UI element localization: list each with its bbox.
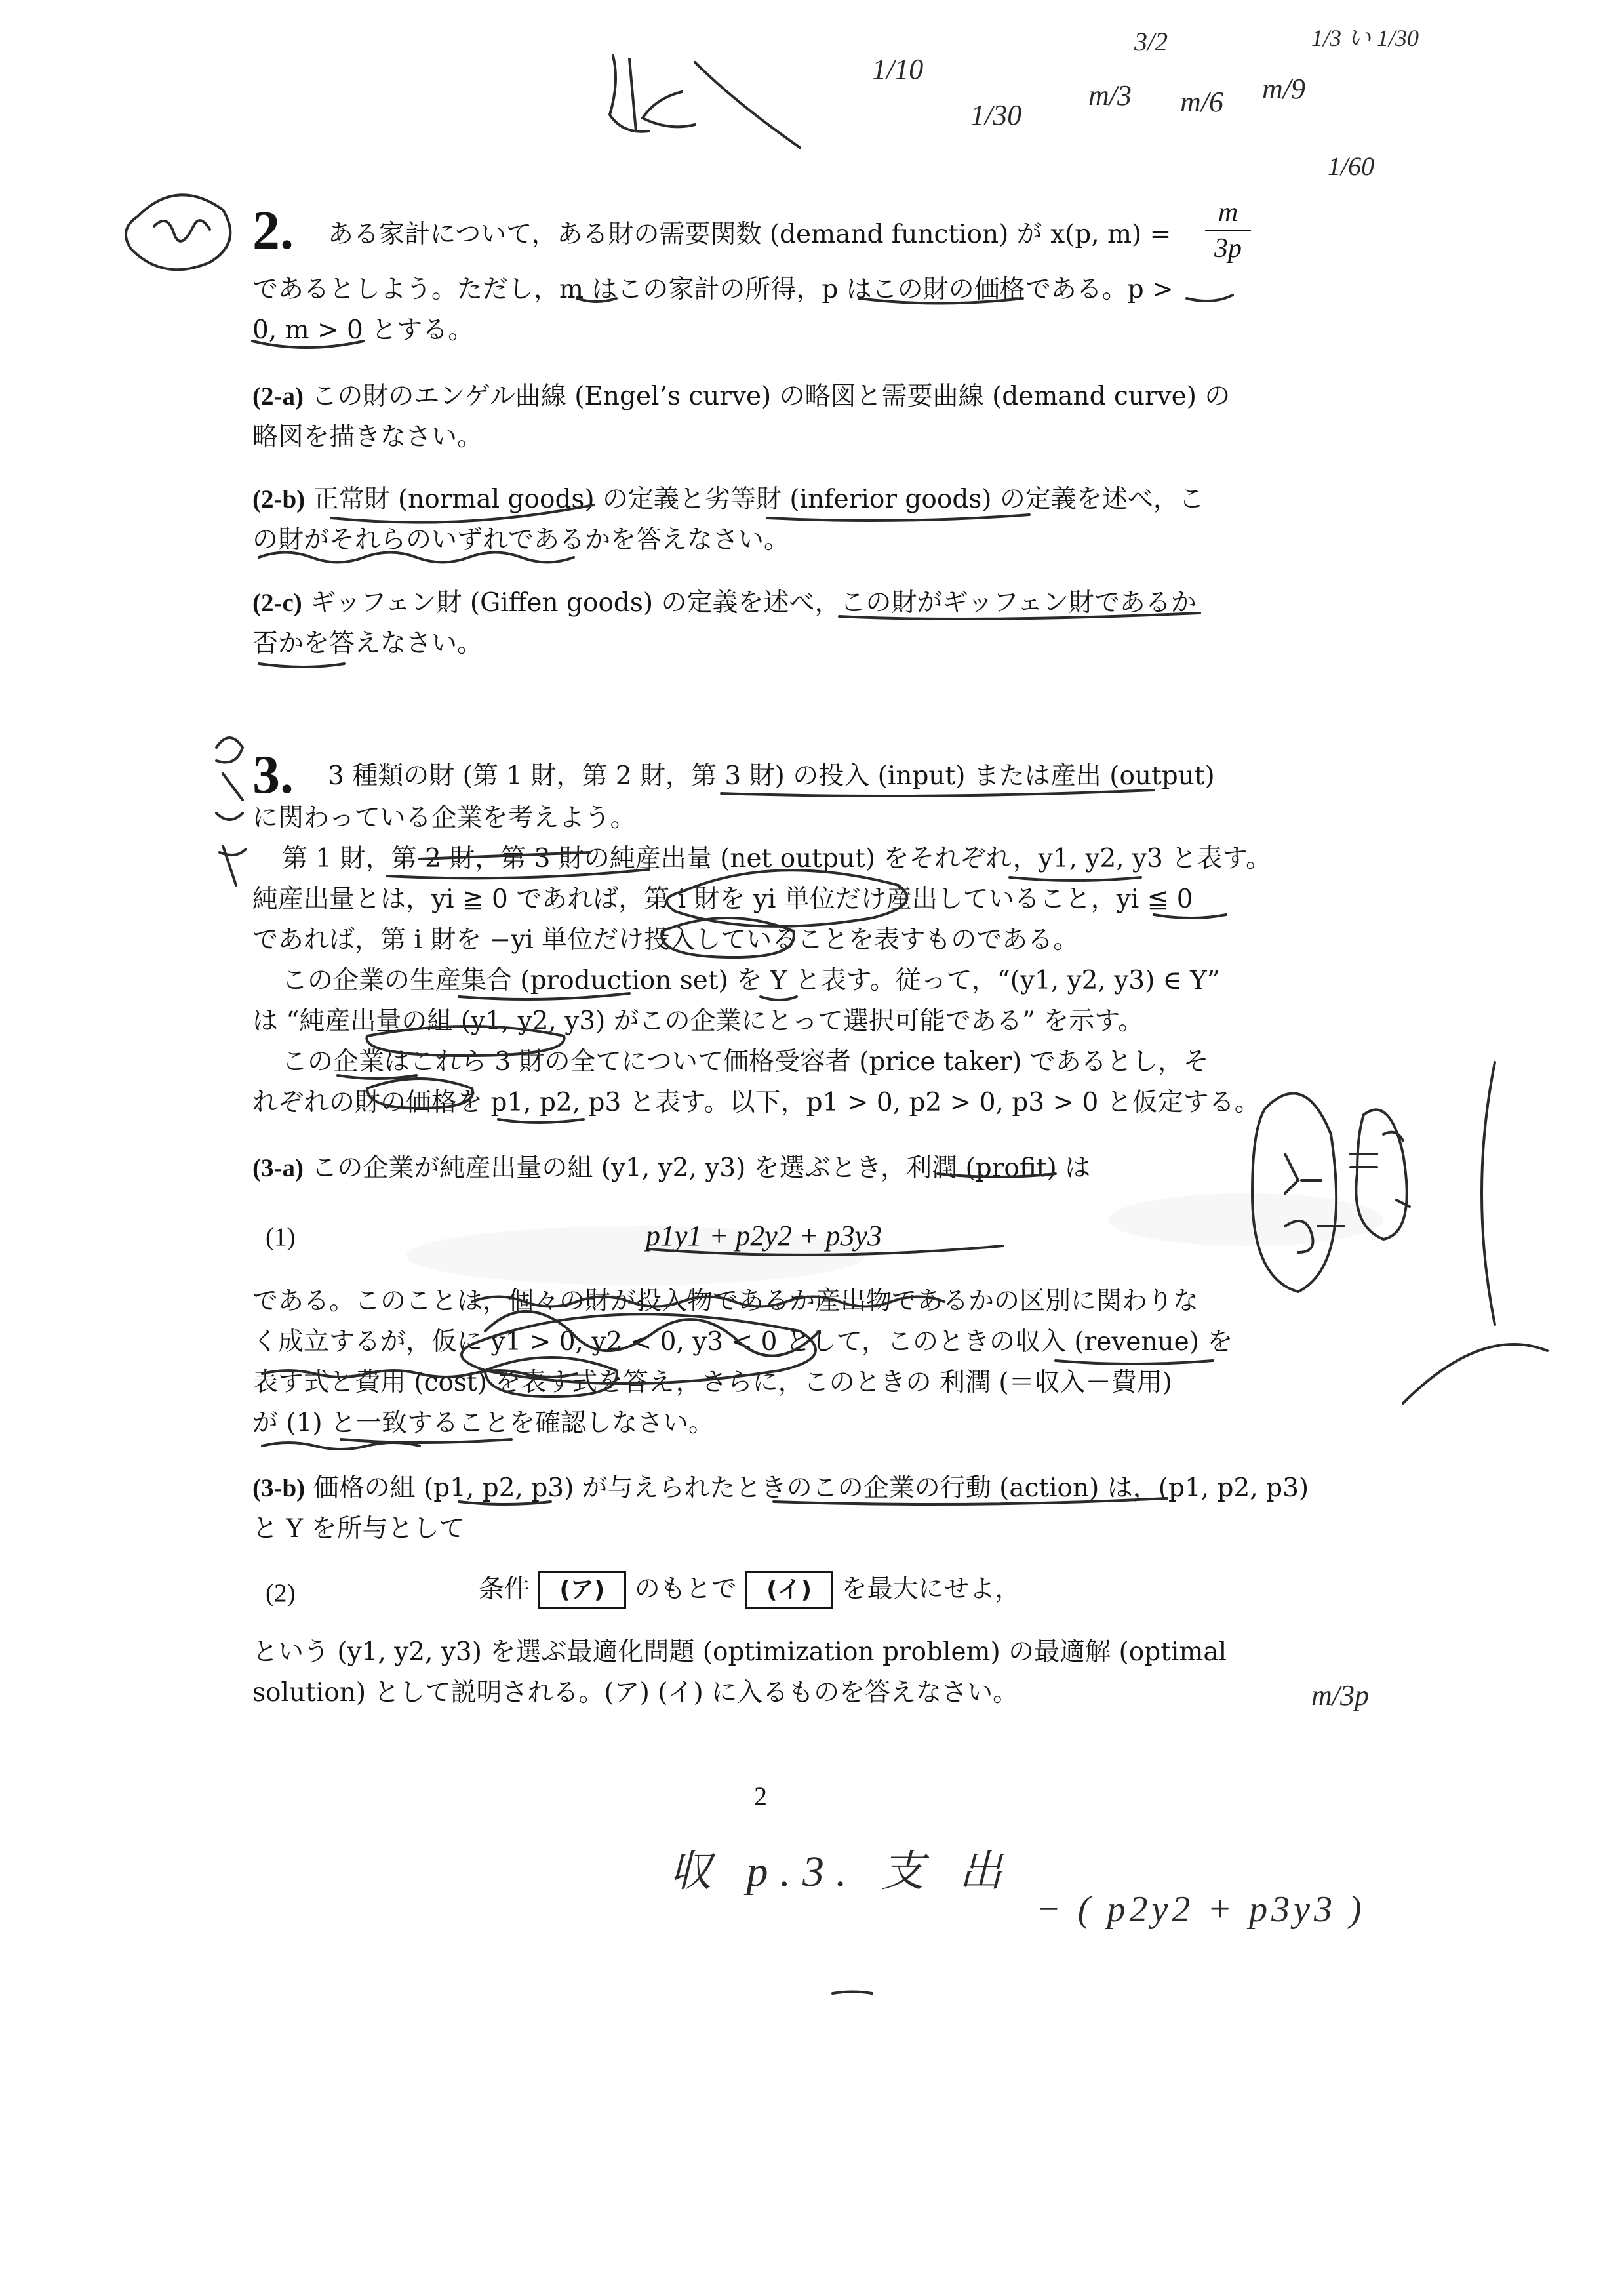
- underline-net-output: [387, 869, 649, 878]
- problem-3-para-line3: 第 1 財，第 2 財，第 3 財の純産出量 (net output) をそれぞれ，y1, y2, y3 と表す。: [282, 844, 1272, 873]
- wavy-strike-cost: [262, 1370, 577, 1377]
- wavy-strike-3a: [472, 1297, 944, 1307]
- scribble-y1y2y3: [485, 1311, 820, 1356]
- problem-2-margin-scribble: [154, 220, 210, 241]
- underline-m-gt-0: [252, 341, 364, 348]
- question-2b-text: 正常財 (normal goods) の定義と劣等財 (inferior goods) の定義を述べ，こ: [313, 485, 1204, 514]
- underline-revenue: [1056, 1361, 1213, 1364]
- handwritten-fraction-m-3: m/3: [1088, 79, 1132, 111]
- right-margin-oval: [1252, 1094, 1336, 1292]
- underline-profit: [938, 1174, 1056, 1177]
- circle-produce: [667, 870, 907, 927]
- problem-2-margin-circle: [126, 195, 230, 269]
- problem-3-number: 3.: [252, 744, 294, 805]
- maximize-word: を最大にせよ，: [841, 1574, 1021, 1604]
- fraction-denominator: 3p: [1214, 233, 1242, 264]
- right-margin-note: [1285, 1132, 1410, 1252]
- question-3a-text: この企業が純産出量の組 (y1, y2, y3) を選ぶとき，利潤 (profit) は: [311, 1153, 1091, 1183]
- oval-y-conditions: [462, 1314, 816, 1384]
- question-2b-text2: の財がそれらのいずれであるかを答えなさい。: [252, 525, 790, 555]
- handwritten-fraction-1-10: 1/10: [872, 53, 924, 85]
- question-3b-label: (3-b): [252, 1474, 306, 1502]
- question-2c-label: (2-c): [252, 589, 302, 617]
- wavy-underline-2b: [259, 553, 574, 563]
- condition-word: 条件: [479, 1574, 530, 1604]
- underline-production-set: [459, 993, 797, 1000]
- top-scribble: [610, 56, 800, 148]
- underline-y123: [1010, 877, 1141, 881]
- handwritten-right-margin-m-3p: m/3p: [1311, 1679, 1369, 1711]
- question-2b-label: (2-b): [252, 485, 306, 513]
- problem-2-number: 2.: [252, 200, 294, 261]
- underline-long-3a: [262, 1443, 420, 1449]
- handwritten-fraction-m-9: m/9: [1262, 73, 1305, 105]
- underline-confirm: [341, 1439, 511, 1443]
- question-3b-text: 価格の組 (p1, p2, p3) が与えられたときのこの企業の行動 (action) は，(p1, p2, p3): [313, 1473, 1309, 1503]
- circle-goods-price: [367, 1079, 473, 1108]
- page-number: 2: [754, 1782, 767, 1811]
- underline-price-combo: [459, 1502, 551, 1504]
- question-2c-text: ギッフェン財 (Giffen goods) の定義を述べ，この財がギッフェン財であるか: [310, 588, 1197, 618]
- problem-3-para-line9: れぞれの財の価格を p1, p2, p3 と表す。以下，p1 > 0, p2 > 0, p3 > 0 と仮定する。: [252, 1088, 1260, 1117]
- underline-m: [577, 298, 616, 302]
- underline-giffen-question: [839, 613, 1200, 619]
- underline-p-gt: [1187, 295, 1233, 301]
- problem-2-intro-line1: ある家計について，ある財の需要関数 (demand function) が x(p, m) =: [328, 220, 1172, 249]
- blank-box-a: (ア): [538, 1571, 626, 1609]
- question-2c-text2: 否かを答えなさい。: [252, 629, 483, 658]
- handwritten-bottom-line1: 収 p.3. 支 出: [669, 1848, 1014, 1896]
- problem-2-intro-line2: であるとしよう。ただし，m はこの家計の所得，p はこの財の価格である。p >: [252, 275, 1174, 304]
- right-margin-oval-2: [1356, 1110, 1406, 1240]
- underline-input-output: [721, 790, 1154, 796]
- question-2a-text: この財のエンゲル曲線 (Engel’s curve) の略図と需要曲線 (demand curve) の: [311, 382, 1231, 411]
- problem-2-intro-line3: 0, m > 0 とする。: [252, 315, 474, 345]
- circle-net-output-combo: [366, 1026, 564, 1056]
- underline-equation-1: [649, 1246, 1003, 1255]
- question-2a-text2: 略図を描きなさい。: [252, 422, 483, 452]
- question-2a-label: (2-a): [252, 382, 304, 410]
- underline-normal-goods: [331, 505, 593, 523]
- question-3a-text5: が (1) と一致することを確認しなさい。: [252, 1408, 715, 1438]
- underline-p123: [498, 1119, 584, 1123]
- strike-goods-2-3: [420, 852, 590, 859]
- problem-3-margin-mark: [216, 738, 246, 885]
- question-3b-text4: solution) として説明される。(ア) (イ) に入るものを答えなさい。: [252, 1678, 1019, 1707]
- equation-1-profit: p1y1 + p2y2 + p3y3: [646, 1220, 882, 1252]
- question-3a-text4: 表す式と費用 (cost) を表す式を答え，さらに，このときの 利潤 (＝収入－費用): [252, 1368, 1172, 1397]
- problem-3-para-line8: この企業はこれら 3 財の全てについて価格受容者 (price taker) であるとし，そ: [282, 1047, 1209, 1077]
- question-3a-text2: である。このことは，個々の財が投入物であるか産出物であるかの区別に関わりな: [252, 1287, 1199, 1316]
- problem-3-para-line1: 3 種類の財 (第 1 財，第 2 財，第 3 財) の投入 (input) または産出 (output): [328, 761, 1215, 791]
- right-margin-equals: [1351, 1154, 1377, 1167]
- underline-yi-le-0: [1154, 915, 1226, 918]
- handwritten-bottom-line2: − ( p2y2 + p3y3 ): [1036, 1889, 1366, 1930]
- problem-3-para-line5: であれば，第 i 財を −yi 単位だけ投入していることを表すものである。: [252, 925, 1079, 955]
- problem-3-para-line7: は “純産出量の組 (y1, y2, y3) がこの企業にとって選択可能である” を示す。: [252, 1007, 1144, 1036]
- under-word: のもとで: [634, 1574, 737, 1604]
- equation-1-label: (1): [266, 1223, 296, 1251]
- right-margin-arc: [1403, 1062, 1547, 1403]
- underline-not: [259, 664, 344, 667]
- handwritten-fraction-m-6: m/6: [1180, 86, 1223, 118]
- equation-2-label: (2): [266, 1579, 296, 1607]
- question-3b-text2: と Y を所与として: [252, 1514, 465, 1544]
- underline-p: [859, 298, 1023, 304]
- question-3a-label: (3-a): [252, 1154, 304, 1182]
- bottom-dash: [833, 1992, 872, 1994]
- blank-box-i: (イ): [745, 1571, 833, 1609]
- fraction-numerator: m: [1218, 197, 1238, 228]
- problem-3-para-line6: この企業の生産集合 (production set) を Y と表す。従って，“(y1, y2, y3) ∈ Y”: [282, 966, 1220, 995]
- handwritten-top-right-note: 1/3 い 1/30: [1311, 25, 1419, 51]
- question-3b-text3: という (y1, y2, y3) を選ぶ最適化問題 (optimization problem) の最適解 (optimal: [252, 1637, 1227, 1667]
- underline-inferior-goods: [767, 515, 1029, 521]
- handwritten-fraction-3-2: 3/2: [1134, 27, 1168, 56]
- problem-3-para-line4: 純産出量とは，yi ≧ 0 であれば，第 i 財を yi 単位だけ産出していること，yi ≦ 0: [252, 885, 1193, 914]
- underline-action: [774, 1498, 1167, 1504]
- question-3a-text3: く成立するが，仮に y1 > 0, y2 < 0, y3 < 0 として，このときの収入 (revenue) を: [252, 1327, 1233, 1357]
- problem-3-para-line2: に関わっている企業を考えよう。: [252, 803, 636, 833]
- handwritten-fraction-1-30: 1/30: [970, 99, 1022, 131]
- handwritten-fraction-1-60: 1/60: [1328, 151, 1375, 181]
